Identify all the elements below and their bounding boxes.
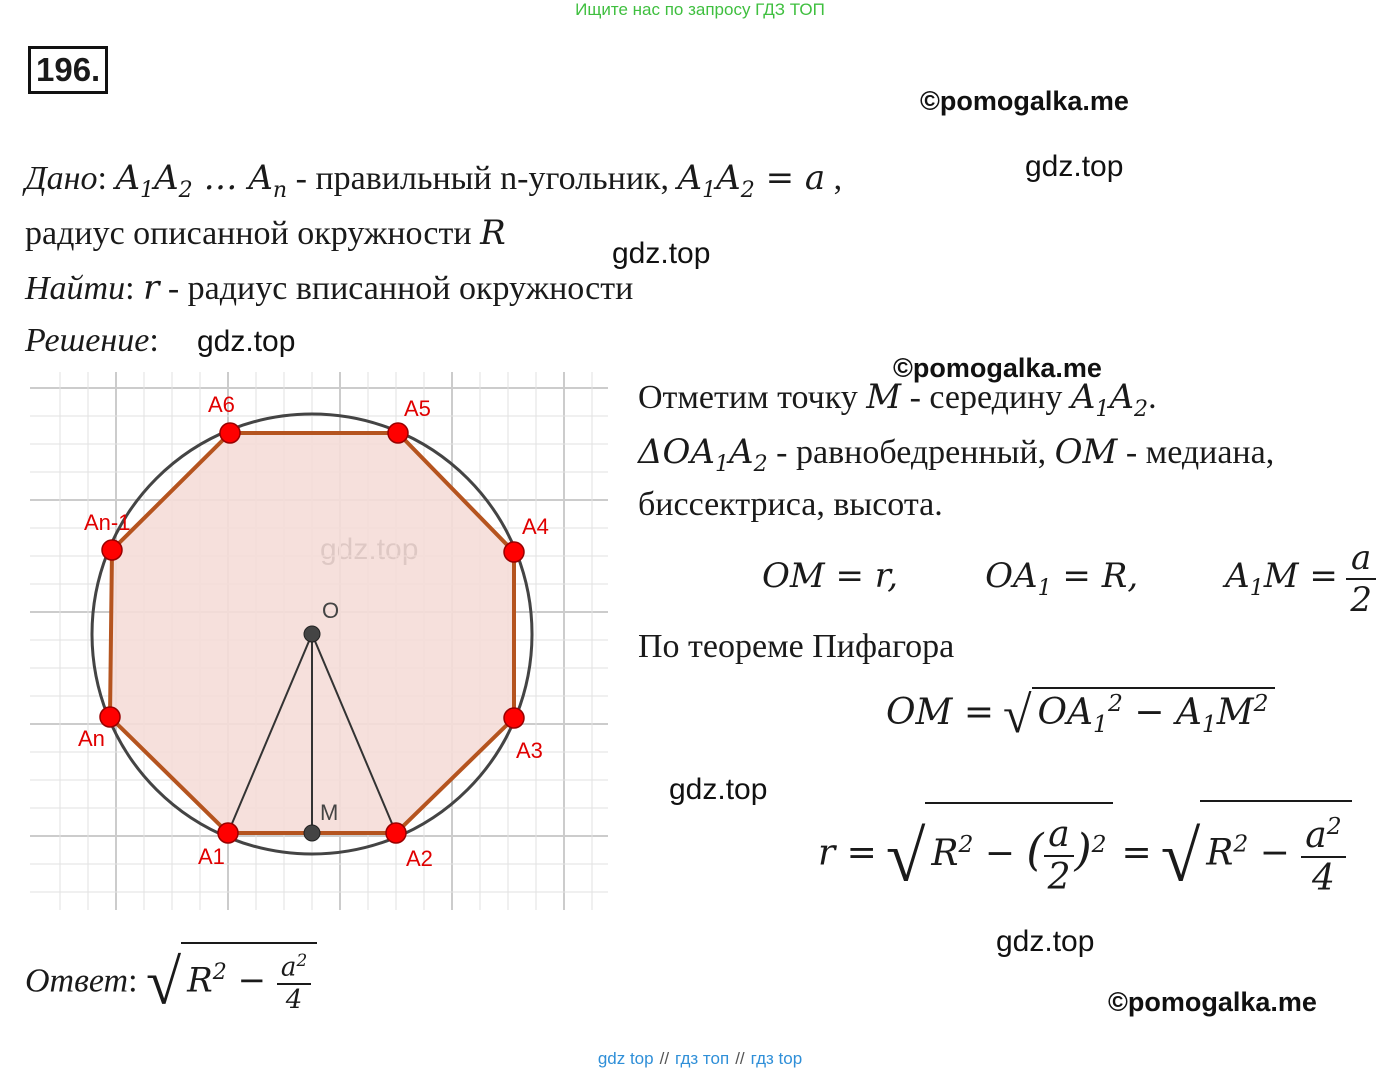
vertex-an1: [102, 540, 122, 560]
top-banner: Ищите нас по запросу ГДЗ ТОП: [575, 0, 825, 19]
formula-r: r = √ $R^2$ − ( $\frac{a}{2}$ )$^2$ = √ $R^2$ − $\frac{a^2}{4}$: [818, 800, 1352, 899]
vertex-a3: [504, 708, 524, 728]
equalities: OM = r, $OA_1 = R$, $A_1M$ = $\frac{a}{2}$: [762, 538, 1376, 620]
polygon-figure: [30, 372, 608, 910]
footer-link[interactable]: gdz top: [597, 1049, 654, 1068]
solution-heading: Решение:: [25, 322, 159, 359]
footer-links: gdz top // гдз топ // гдз top: [597, 1049, 803, 1068]
given-text-1: правильный n-угольник,: [315, 160, 670, 197]
footer-link[interactable]: гдз top: [750, 1049, 803, 1068]
footer-link[interactable]: гдз топ: [675, 1049, 730, 1068]
watermark-gdz: gdz.top: [197, 325, 296, 358]
watermark-pomogalka: ©pomogalka.me: [1108, 987, 1317, 1017]
watermark-pomogalka: ©pomogalka.me: [920, 86, 1129, 116]
watermark-pomogalka: ©pomogalka.me: [893, 353, 1102, 383]
label-an: An: [78, 726, 105, 751]
find-text: радиус вписанной окружности: [187, 270, 634, 307]
solution-label: Решение: [25, 322, 150, 359]
find-label: Найти: [25, 270, 126, 307]
label-m: M: [320, 800, 339, 825]
label-a4: A4: [522, 514, 549, 539]
watermark-gdz: gdz.top: [612, 237, 711, 270]
find-line: Найти: r - радиус вписанной окружности: [25, 268, 634, 308]
point-o: [304, 626, 320, 642]
solution-text-1: Отметим точку: [638, 379, 858, 416]
label-a5: A5: [404, 396, 431, 421]
solution-text-2b: медиана,: [1145, 434, 1275, 471]
vertex-a2: [386, 823, 406, 843]
problem-number: 196.: [28, 46, 108, 94]
watermark-gdz: gdz.top: [1025, 150, 1124, 183]
answer-line: Ответ: √ $R^2$ − $\frac{a^2}{4}$: [25, 942, 317, 1019]
solution-text-2: равнобедренный,: [796, 434, 1047, 471]
label-a1: A1: [198, 844, 225, 869]
label-an1: An-1: [84, 510, 131, 535]
watermark-gdz: gdz.top: [669, 773, 768, 806]
solution-text-1b: середину: [929, 379, 1063, 416]
answer-label: Ответ: [25, 962, 129, 1000]
vertex-a6: [220, 423, 240, 443]
vertex-a4: [504, 542, 524, 562]
solution-line-3: биссектриса, высота.: [638, 486, 943, 523]
label-o: O: [322, 598, 340, 623]
given-text-2: радиус описанной окружности: [25, 215, 472, 252]
vertex-a1: [218, 823, 238, 843]
label-a6: A6: [208, 392, 235, 417]
label-a3: A3: [516, 738, 543, 763]
vertex-an: [100, 707, 120, 727]
given-line-1: Дано: $A_1A_2$ … $A_n$ - правильный n-угольник, $A_1A_2 = a$ ,: [25, 158, 843, 203]
solution-line-2: $\Delta OA_1A_2$ - равнобедренный, OM - медиана,: [638, 432, 1275, 477]
vertex-a5: [388, 423, 408, 443]
label-a2: A2: [406, 846, 433, 871]
solution-line-1: Отметим точку M - середину $A_1A_2$.: [638, 377, 1157, 422]
given-line-2: радиус описанной окружности R: [25, 213, 506, 253]
given-label: Дано: [25, 160, 98, 197]
watermark-gdz: gdz.top: [996, 925, 1095, 958]
pythagoras-line: По теореме Пифагора: [638, 628, 955, 665]
point-m: [304, 825, 320, 841]
formula-om: OM = √ $OA_1^2 - A_1M^2$: [886, 686, 1275, 745]
